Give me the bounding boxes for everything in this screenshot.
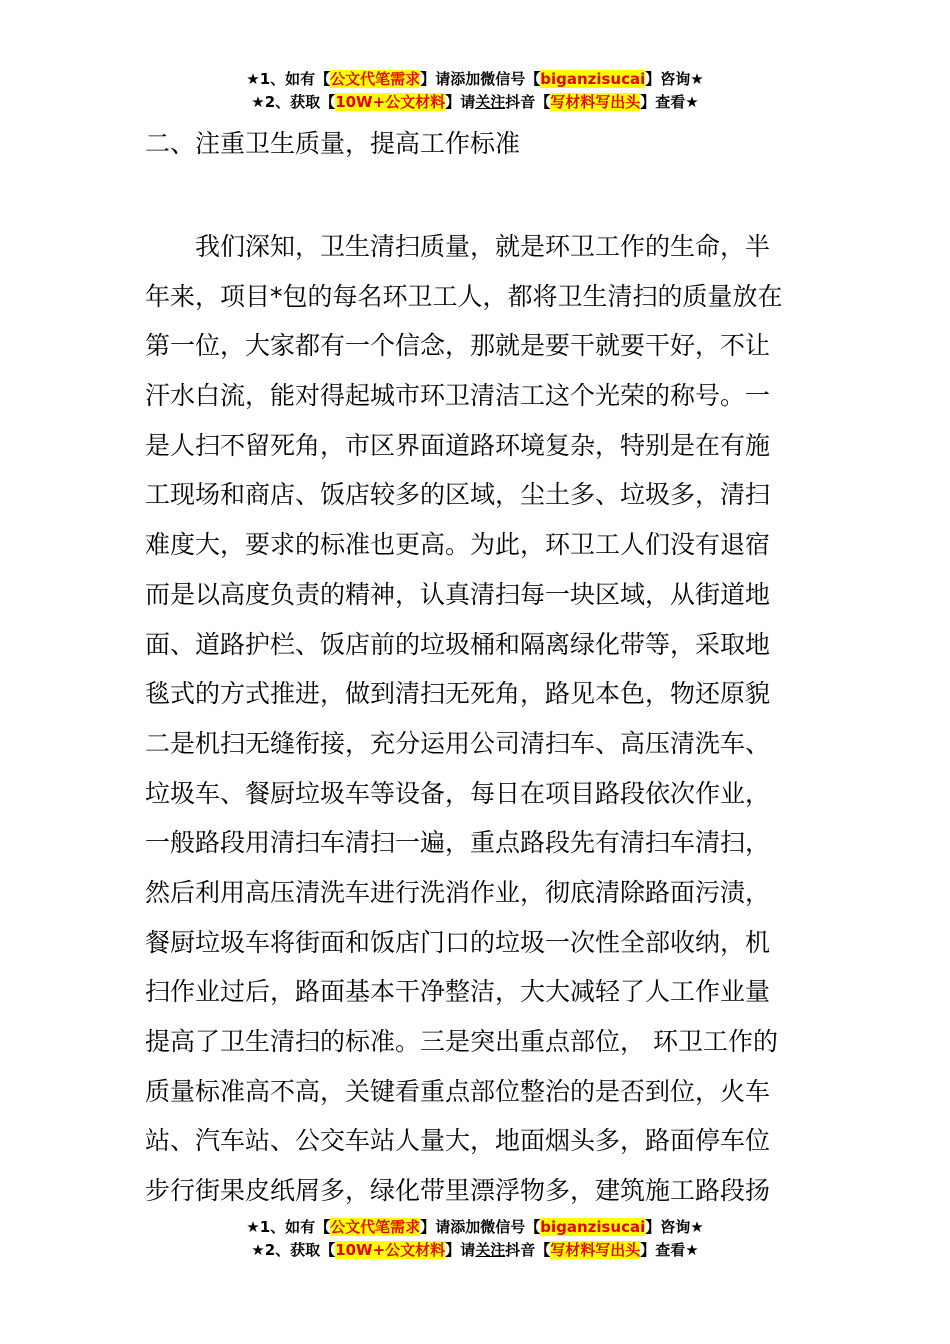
notice-text: ★1、如有【 [246,1218,331,1236]
notice-highlight-materials: 10W+公文材料 [335,1241,446,1259]
notice-text: 抖音【 [505,93,551,111]
notice-text: 】查看★ [640,1241,699,1259]
body-line: 毯式的方式推进，做到清扫无死角，路见本色，物还原貌 [145,679,771,709]
notice-text: 】请添加微信号【 [420,70,541,88]
body-line: 餐厨垃圾车将街面和饭店门口的垃圾一次性全部收纳，机 [145,927,771,957]
section-title: 二、注重卫生质量，提高工作标准 [145,129,521,158]
notice-highlight-wechat-id: biganzisucai [540,70,646,88]
body-line: 二是机扫无缝衔接，充分运用公司清扫车、高压清洗车、 [145,728,771,758]
notice-text: 】请 [445,93,476,111]
notice-highlight-materials: 10W+公文材料 [335,93,446,111]
body-line: 质量标准高不高，关键看重点部位整治的是否到位，火车 [145,1076,771,1106]
notice-highlight-douyin-account: 写材料写出头 [550,1241,641,1259]
body-line: 难度大，要求的标准也更高。为此，环卫工人们没有退宿 [145,530,771,560]
notice-text: ★2、获取【 [251,1241,336,1259]
notice-text: 】查看★ [640,93,699,111]
notice-text: ★1、如有【 [246,70,331,88]
body-line: 垃圾车、餐厨垃圾车等设备，每日在项目路段依次作业， [145,778,771,808]
notice-text: 】请添加微信号【 [420,1218,541,1236]
notice-text: 】咨询★ [645,70,704,88]
notice-text: 】咨询★ [645,1218,704,1236]
body-line: 是人扫不留死角，市区界面道路环境复杂，特别是在有施 [145,430,771,460]
notice-text: 抖音【 [505,1241,551,1259]
body-paragraph [145,222,807,1216]
notice-highlight-service: 公文代笔需求 [330,1218,421,1236]
body-line: 一般路段用清扫车清扫一遍，重点路段先有清扫车清扫， [145,828,771,858]
body-line: 面、道路护栏、饭店前的垃圾桶和隔离绿化带等，采取地 [145,629,771,659]
footer-notice [0,1216,950,1262]
body-line: 工现场和商店、饭店较多的区域，尘土多、垃圾多，清扫 [145,480,771,510]
notice-underlined-follow: 关注 [475,1241,506,1259]
notice-highlight-wechat-id: biganzisucai [540,1218,646,1236]
body-line: 我们深知，卫生清扫质量，就是环卫工作的生命，半 [195,232,771,261]
notice-text: 】请 [445,1241,476,1259]
header-notice-line-1 [0,68,950,91]
body-line: 然后利用高压清洗车进行洗消作业，彻底清除路面污渍， [145,877,771,907]
footer-notice-line-1 [0,1216,950,1239]
header-notice [0,68,950,114]
body-line: 年来，项目*包的每名环卫工人，都将卫生清扫的质量放在 [145,281,783,311]
footer-notice-line-2 [0,1239,950,1262]
header-notice-line-2 [0,91,950,114]
body-line: 而是以高度负责的精神，认真清扫每一块区域，从街道地 [145,579,771,609]
notice-highlight-service: 公文代笔需求 [330,70,421,88]
body-line: 步行街果皮纸屑多，绿化带里漂浮物多，建筑施工路段扬 [145,1176,771,1206]
notice-underlined-follow: 关注 [475,93,506,111]
body-line: 扫作业过后，路面基本干净整洁，大大减轻了人工作业量 [145,977,771,1007]
body-line: 提高了卫生清扫的标准。三是突出重点部位， 环卫工作的 [145,1027,778,1056]
notice-highlight-douyin-account: 写材料写出头 [550,93,641,111]
body-line: 站、汽车站、公交车站人量大，地面烟头多，路面停车位 [145,1126,771,1156]
notice-text: ★2、获取【 [251,93,336,111]
body-line: 第一位，大家都有一个信念，那就是要干就要干好，不让 [145,331,771,361]
body-line: 汗水白流，能对得起城市环卫清洁工这个光荣的称号。一 [145,381,771,411]
